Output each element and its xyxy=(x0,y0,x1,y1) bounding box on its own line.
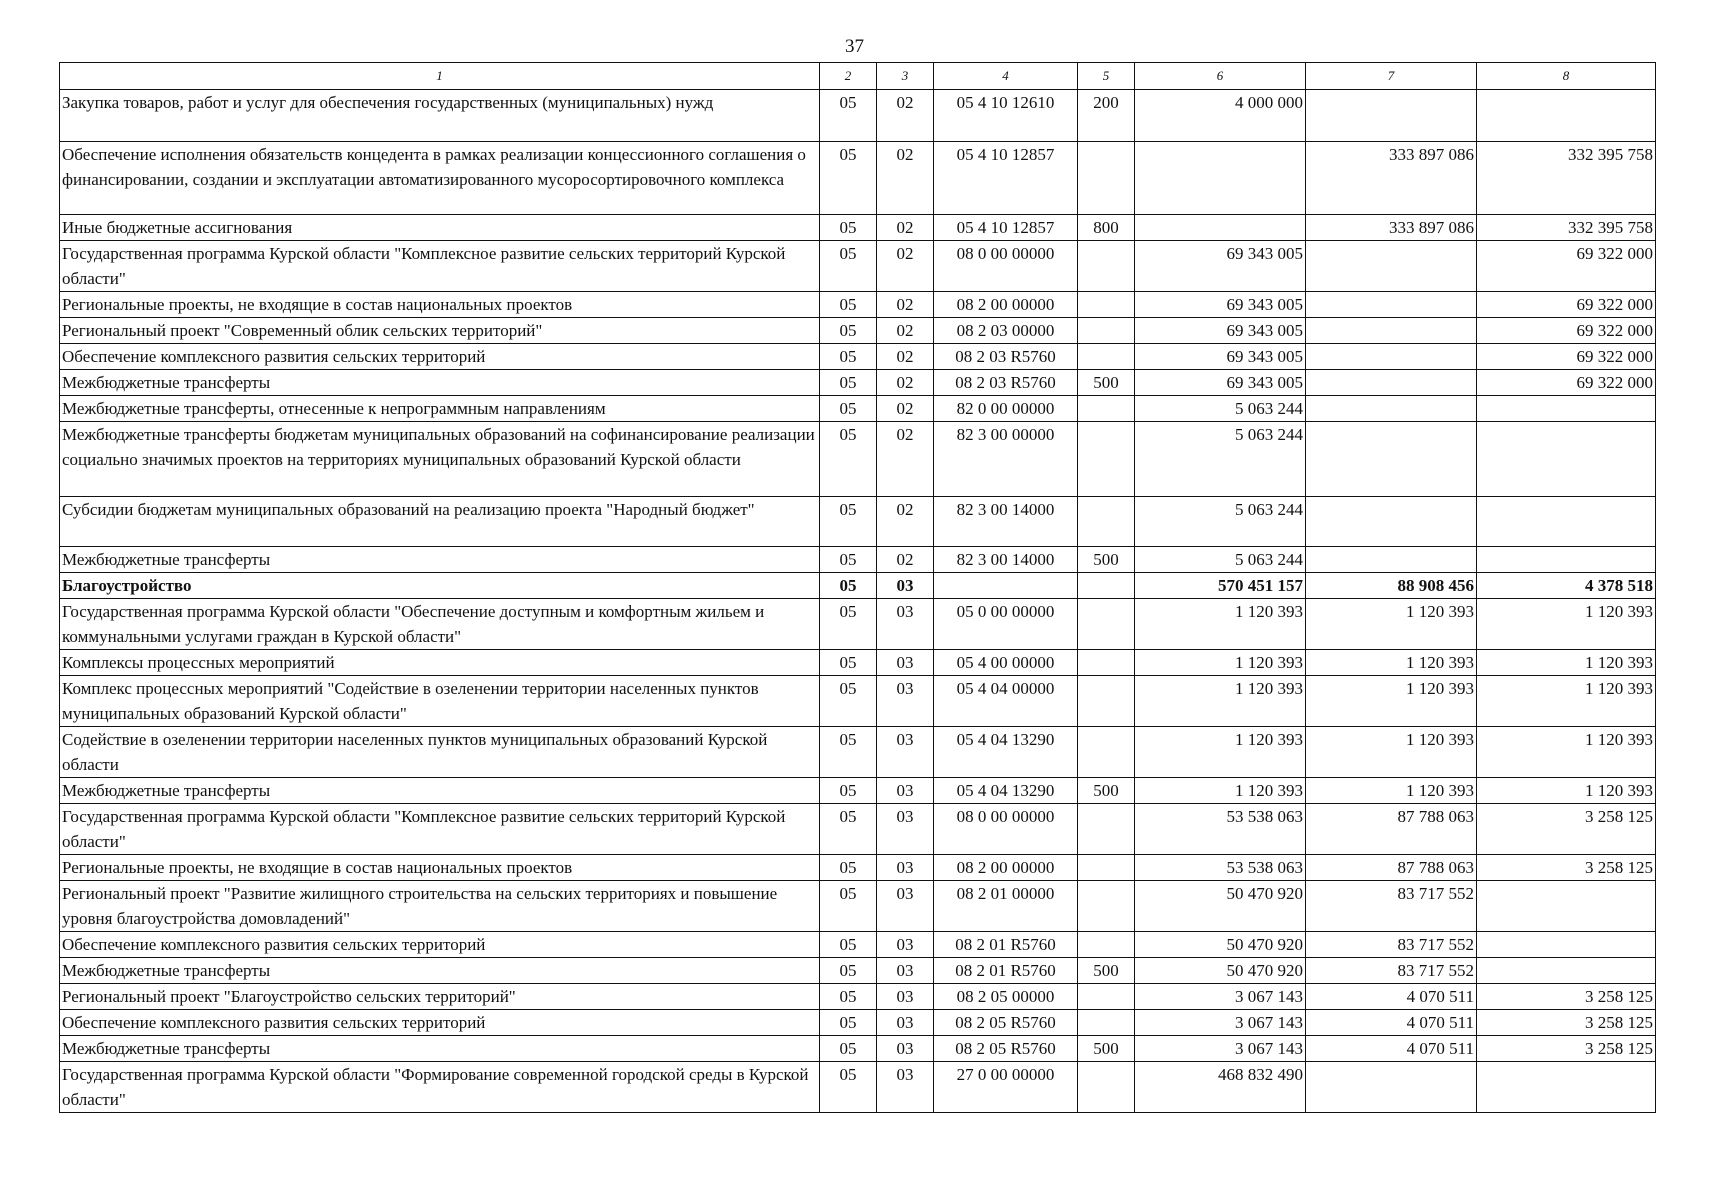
subsection-code: 03 xyxy=(877,1010,934,1036)
amount-col-8 xyxy=(1477,90,1656,142)
amount-col-8: 3 258 125 xyxy=(1477,984,1656,1010)
amount-col-7: 1 120 393 xyxy=(1306,599,1477,650)
expense-type-code xyxy=(1078,573,1135,599)
row-name: Обеспечение комплексного развития сельских территорий xyxy=(60,932,820,958)
column-header: 2 xyxy=(820,63,877,90)
row-name: Комплексы процессных мероприятий xyxy=(60,650,820,676)
amount-col-6: 53 538 063 xyxy=(1135,855,1306,881)
section-code: 05 xyxy=(820,344,877,370)
expense-type-code xyxy=(1078,855,1135,881)
amount-col-7: 87 788 063 xyxy=(1306,855,1477,881)
amount-col-6: 50 470 920 xyxy=(1135,958,1306,984)
column-header: 7 xyxy=(1306,63,1477,90)
row-name: Межбюджетные трансферты xyxy=(60,547,820,573)
table-row xyxy=(60,1036,1656,1062)
amount-col-6: 5 063 244 xyxy=(1135,396,1306,422)
subsection-code: 03 xyxy=(877,676,934,727)
subsection-code: 03 xyxy=(877,1062,934,1113)
target-article-code: 82 3 00 14000 xyxy=(934,547,1078,573)
section-code: 05 xyxy=(820,1062,877,1113)
expense-type-code xyxy=(1078,804,1135,855)
expense-type-code xyxy=(1078,984,1135,1010)
subsection-code: 02 xyxy=(877,396,934,422)
expense-type-code: 500 xyxy=(1078,1036,1135,1062)
amount-col-6: 53 538 063 xyxy=(1135,804,1306,855)
section-code: 05 xyxy=(820,241,877,292)
subsection-code: 02 xyxy=(877,497,934,547)
section-code: 05 xyxy=(820,650,877,676)
amount-col-8 xyxy=(1477,422,1656,497)
expense-type-code: 500 xyxy=(1078,370,1135,396)
target-article-code: 08 2 05 R5760 xyxy=(934,1036,1078,1062)
row-name: Обеспечение комплексного развития сельских территорий xyxy=(60,1010,820,1036)
row-name: Государственная программа Курской области "Формирование современной городской среды в Курской области" xyxy=(60,1062,820,1113)
amount-col-6: 3 067 143 xyxy=(1135,1036,1306,1062)
table-row xyxy=(60,292,1656,318)
subsection-code: 03 xyxy=(877,958,934,984)
amount-col-8: 69 322 000 xyxy=(1477,292,1656,318)
section-code: 05 xyxy=(820,547,877,573)
amount-col-7 xyxy=(1306,1062,1477,1113)
amount-col-8: 69 322 000 xyxy=(1477,344,1656,370)
column-header: 1 xyxy=(60,63,820,90)
target-article-code: 05 4 04 13290 xyxy=(934,778,1078,804)
subsection-code: 03 xyxy=(877,573,934,599)
row-name: Обеспечение комплексного развития сельских территорий xyxy=(60,344,820,370)
expense-type-code: 800 xyxy=(1078,215,1135,241)
table-row xyxy=(60,90,1656,142)
amount-col-6: 69 343 005 xyxy=(1135,292,1306,318)
subsection-code: 03 xyxy=(877,650,934,676)
table-row xyxy=(60,422,1656,497)
amount-col-7: 4 070 511 xyxy=(1306,1010,1477,1036)
amount-col-7: 83 717 552 xyxy=(1306,881,1477,932)
table-row xyxy=(60,727,1656,778)
amount-col-8: 332 395 758 xyxy=(1477,215,1656,241)
row-name: Региональные проекты, не входящие в состав национальных проектов xyxy=(60,292,820,318)
target-article-code: 27 0 00 00000 xyxy=(934,1062,1078,1113)
amount-col-7: 87 788 063 xyxy=(1306,804,1477,855)
row-name: Содействие в озеленении территории населенных пунктов муниципальных образований Курской области xyxy=(60,727,820,778)
row-name: Межбюджетные трансферты бюджетам муниципальных образований на софинансирование реализации социально значимых проектов на территориях муниципальных образований Курской области xyxy=(60,422,820,497)
amount-col-7: 1 120 393 xyxy=(1306,650,1477,676)
amount-col-8: 3 258 125 xyxy=(1477,1036,1656,1062)
section-code: 05 xyxy=(820,599,877,650)
amount-col-6: 5 063 244 xyxy=(1135,547,1306,573)
amount-col-7: 1 120 393 xyxy=(1306,676,1477,727)
subsection-code: 03 xyxy=(877,727,934,778)
amount-col-7 xyxy=(1306,292,1477,318)
row-name: Государственная программа Курской области "Комплексное развитие сельских территорий Курской области" xyxy=(60,804,820,855)
table-row xyxy=(60,396,1656,422)
target-article-code: 05 0 00 00000 xyxy=(934,599,1078,650)
amount-col-6: 3 067 143 xyxy=(1135,1010,1306,1036)
section-code: 05 xyxy=(820,958,877,984)
amount-col-6: 69 343 005 xyxy=(1135,241,1306,292)
target-article-code: 05 4 00 00000 xyxy=(934,650,1078,676)
amount-col-7: 333 897 086 xyxy=(1306,215,1477,241)
subsection-code: 03 xyxy=(877,932,934,958)
subsection-code: 02 xyxy=(877,142,934,215)
amount-col-7 xyxy=(1306,344,1477,370)
expense-type-code xyxy=(1078,292,1135,318)
amount-col-7 xyxy=(1306,370,1477,396)
subsection-code: 02 xyxy=(877,422,934,497)
amount-col-8: 1 120 393 xyxy=(1477,778,1656,804)
table-row xyxy=(60,778,1656,804)
row-name: Государственная программа Курской области "Комплексное развитие сельских территорий Курской области" xyxy=(60,241,820,292)
subsection-code: 02 xyxy=(877,547,934,573)
target-article-code: 08 2 05 R5760 xyxy=(934,1010,1078,1036)
amount-col-8: 1 120 393 xyxy=(1477,599,1656,650)
amount-col-8: 4 378 518 xyxy=(1477,573,1656,599)
target-article-code: 82 3 00 00000 xyxy=(934,422,1078,497)
expense-type-code xyxy=(1078,1010,1135,1036)
amount-col-7: 1 120 393 xyxy=(1306,727,1477,778)
subsection-code: 02 xyxy=(877,370,934,396)
subsection-code: 02 xyxy=(877,241,934,292)
amount-col-8 xyxy=(1477,958,1656,984)
expense-type-code xyxy=(1078,676,1135,727)
section-code: 05 xyxy=(820,370,877,396)
column-header: 5 xyxy=(1078,63,1135,90)
row-name: Региональный проект "Развитие жилищного строительства на сельских территориях и повышение уровня благоустройства домовладений" xyxy=(60,881,820,932)
amount-col-7 xyxy=(1306,497,1477,547)
row-name: Региональный проект "Благоустройство сельских территорий" xyxy=(60,984,820,1010)
amount-col-6: 69 343 005 xyxy=(1135,318,1306,344)
table-row xyxy=(60,344,1656,370)
amount-col-8: 69 322 000 xyxy=(1477,370,1656,396)
table-body xyxy=(60,90,1656,1113)
section-code: 05 xyxy=(820,422,877,497)
column-number-row xyxy=(60,63,1656,90)
expense-type-code xyxy=(1078,881,1135,932)
amount-col-8: 3 258 125 xyxy=(1477,855,1656,881)
subsection-code: 03 xyxy=(877,1036,934,1062)
expense-type-code: 500 xyxy=(1078,778,1135,804)
table-row xyxy=(60,215,1656,241)
amount-col-7: 83 717 552 xyxy=(1306,958,1477,984)
table-row xyxy=(60,318,1656,344)
target-article-code: 08 2 01 00000 xyxy=(934,881,1078,932)
target-article-code: 05 4 10 12857 xyxy=(934,142,1078,215)
target-article-code: 05 4 10 12857 xyxy=(934,215,1078,241)
table-row xyxy=(60,881,1656,932)
row-name: Межбюджетные трансферты xyxy=(60,370,820,396)
expense-type-code xyxy=(1078,142,1135,215)
row-name: Межбюджетные трансферты xyxy=(60,958,820,984)
amount-col-7: 1 120 393 xyxy=(1306,778,1477,804)
row-name: Межбюджетные трансферты xyxy=(60,778,820,804)
row-name: Государственная программа Курской области "Обеспечение доступным и комфортным жильем и коммунальными услугами граждан в Курской области" xyxy=(60,599,820,650)
expense-type-code xyxy=(1078,497,1135,547)
amount-col-7 xyxy=(1306,318,1477,344)
expense-type-code xyxy=(1078,727,1135,778)
subsection-code: 03 xyxy=(877,881,934,932)
amount-col-8 xyxy=(1477,932,1656,958)
row-name: Благоустройство xyxy=(60,573,820,599)
amount-col-8: 69 322 000 xyxy=(1477,318,1656,344)
target-article-code: 05 4 10 12610 xyxy=(934,90,1078,142)
section-code: 05 xyxy=(820,1036,877,1062)
amount-col-8 xyxy=(1477,396,1656,422)
section-code: 05 xyxy=(820,855,877,881)
expense-type-code xyxy=(1078,599,1135,650)
section-code: 05 xyxy=(820,497,877,547)
target-article-code: 08 2 05 00000 xyxy=(934,984,1078,1010)
subsection-code: 02 xyxy=(877,215,934,241)
section-code: 05 xyxy=(820,90,877,142)
amount-col-6: 50 470 920 xyxy=(1135,932,1306,958)
amount-col-6: 5 063 244 xyxy=(1135,497,1306,547)
expense-type-code xyxy=(1078,318,1135,344)
amount-col-6: 69 343 005 xyxy=(1135,370,1306,396)
section-code: 05 xyxy=(820,215,877,241)
target-article-code: 82 0 00 00000 xyxy=(934,396,1078,422)
table-row xyxy=(60,599,1656,650)
row-name: Субсидии бюджетам муниципальных образований на реализацию проекта "Народный бюджет" xyxy=(60,497,820,547)
expense-type-code xyxy=(1078,932,1135,958)
amount-col-6: 5 063 244 xyxy=(1135,422,1306,497)
amount-col-8 xyxy=(1477,547,1656,573)
target-article-code: 08 0 00 00000 xyxy=(934,241,1078,292)
amount-col-7: 83 717 552 xyxy=(1306,932,1477,958)
subsection-code: 03 xyxy=(877,804,934,855)
section-code: 05 xyxy=(820,676,877,727)
target-article-code: 08 2 01 R5760 xyxy=(934,958,1078,984)
target-article-code: 08 2 01 R5760 xyxy=(934,932,1078,958)
section-code: 05 xyxy=(820,727,877,778)
amount-col-7 xyxy=(1306,241,1477,292)
table-row xyxy=(60,676,1656,727)
row-name: Обеспечение исполнения обязательств концедента в рамках реализации концессионного соглашения о финансировании, создании и эксплуатации автоматизированного мусоросортировочного комплекса xyxy=(60,142,820,215)
amount-col-8: 3 258 125 xyxy=(1477,1010,1656,1036)
row-name: Межбюджетные трансферты, отнесенные к непрограммным направлениям xyxy=(60,396,820,422)
table-row xyxy=(60,804,1656,855)
amount-col-6: 4 000 000 xyxy=(1135,90,1306,142)
amount-col-8 xyxy=(1477,881,1656,932)
amount-col-6: 1 120 393 xyxy=(1135,599,1306,650)
amount-col-6: 1 120 393 xyxy=(1135,727,1306,778)
target-article-code xyxy=(934,573,1078,599)
subsection-code: 02 xyxy=(877,90,934,142)
subsection-code: 02 xyxy=(877,292,934,318)
table-row xyxy=(60,142,1656,215)
expense-type-code xyxy=(1078,396,1135,422)
amount-col-7: 4 070 511 xyxy=(1306,984,1477,1010)
amount-col-6: 3 067 143 xyxy=(1135,984,1306,1010)
amount-col-6: 570 451 157 xyxy=(1135,573,1306,599)
section-code: 05 xyxy=(820,881,877,932)
target-article-code: 05 4 04 13290 xyxy=(934,727,1078,778)
amount-col-8: 1 120 393 xyxy=(1477,650,1656,676)
subsection-code: 03 xyxy=(877,778,934,804)
amount-col-6: 1 120 393 xyxy=(1135,778,1306,804)
expense-type-code xyxy=(1078,241,1135,292)
target-article-code: 08 0 00 00000 xyxy=(934,804,1078,855)
target-article-code: 82 3 00 14000 xyxy=(934,497,1078,547)
amount-col-6: 69 343 005 xyxy=(1135,344,1306,370)
section-code: 05 xyxy=(820,804,877,855)
column-header: 3 xyxy=(877,63,934,90)
subsection-code: 03 xyxy=(877,599,934,650)
expense-type-code: 200 xyxy=(1078,90,1135,142)
column-header: 4 xyxy=(934,63,1078,90)
amount-col-7 xyxy=(1306,396,1477,422)
subsection-code: 03 xyxy=(877,855,934,881)
row-name: Региональные проекты, не входящие в состав национальных проектов xyxy=(60,855,820,881)
expense-type-code: 500 xyxy=(1078,547,1135,573)
row-name: Региональный проект "Современный облик сельских территорий" xyxy=(60,318,820,344)
amount-col-8: 1 120 393 xyxy=(1477,727,1656,778)
section-code: 05 xyxy=(820,142,877,215)
amount-col-8: 69 322 000 xyxy=(1477,241,1656,292)
expense-type-code xyxy=(1078,344,1135,370)
amount-col-6: 1 120 393 xyxy=(1135,676,1306,727)
table-row xyxy=(60,573,1656,599)
table-row xyxy=(60,370,1656,396)
amount-col-6 xyxy=(1135,142,1306,215)
amount-col-7: 333 897 086 xyxy=(1306,142,1477,215)
amount-col-7 xyxy=(1306,90,1477,142)
table-row xyxy=(60,650,1656,676)
target-article-code: 08 2 00 00000 xyxy=(934,855,1078,881)
amount-col-6: 468 832 490 xyxy=(1135,1062,1306,1113)
expense-type-code: 500 xyxy=(1078,958,1135,984)
row-name: Комплекс процессных мероприятий "Содействие в озеленении территории населенных пунктов муниципальных образований Курской области" xyxy=(60,676,820,727)
section-code: 05 xyxy=(820,984,877,1010)
row-name: Иные бюджетные ассигнования xyxy=(60,215,820,241)
table-row xyxy=(60,958,1656,984)
target-article-code: 08 2 03 R5760 xyxy=(934,344,1078,370)
table-row xyxy=(60,547,1656,573)
section-code: 05 xyxy=(820,292,877,318)
amount-col-7: 88 908 456 xyxy=(1306,573,1477,599)
amount-col-8 xyxy=(1477,497,1656,547)
section-code: 05 xyxy=(820,318,877,344)
page-number: 37 xyxy=(845,36,864,57)
row-name: Межбюджетные трансферты xyxy=(60,1036,820,1062)
section-code: 05 xyxy=(820,778,877,804)
amount-col-8: 332 395 758 xyxy=(1477,142,1656,215)
table-row xyxy=(60,855,1656,881)
table-row xyxy=(60,1010,1656,1036)
expense-type-code xyxy=(1078,422,1135,497)
target-article-code: 05 4 04 00000 xyxy=(934,676,1078,727)
target-article-code: 08 2 03 00000 xyxy=(934,318,1078,344)
amount-col-8: 3 258 125 xyxy=(1477,804,1656,855)
section-code: 05 xyxy=(820,1010,877,1036)
table-row xyxy=(60,1062,1656,1113)
expense-type-code xyxy=(1078,650,1135,676)
subsection-code: 02 xyxy=(877,318,934,344)
expense-type-code xyxy=(1078,1062,1135,1113)
section-code: 05 xyxy=(820,573,877,599)
table-row xyxy=(60,241,1656,292)
table-row xyxy=(60,497,1656,547)
amount-col-7 xyxy=(1306,422,1477,497)
amount-col-6: 50 470 920 xyxy=(1135,881,1306,932)
table-row xyxy=(60,984,1656,1010)
target-article-code: 08 2 03 R5760 xyxy=(934,370,1078,396)
section-code: 05 xyxy=(820,932,877,958)
amount-col-7 xyxy=(1306,547,1477,573)
amount-col-6 xyxy=(1135,215,1306,241)
target-article-code: 08 2 00 00000 xyxy=(934,292,1078,318)
budget-table xyxy=(59,62,1656,1113)
column-header: 6 xyxy=(1135,63,1306,90)
row-name: Закупка товаров, работ и услуг для обеспечения государственных (муниципальных) нужд xyxy=(60,90,820,142)
amount-col-8 xyxy=(1477,1062,1656,1113)
subsection-code: 03 xyxy=(877,984,934,1010)
amount-col-8: 1 120 393 xyxy=(1477,676,1656,727)
column-header: 8 xyxy=(1477,63,1656,90)
amount-col-6: 1 120 393 xyxy=(1135,650,1306,676)
section-code: 05 xyxy=(820,396,877,422)
amount-col-7: 4 070 511 xyxy=(1306,1036,1477,1062)
table-row xyxy=(60,932,1656,958)
subsection-code: 02 xyxy=(877,344,934,370)
